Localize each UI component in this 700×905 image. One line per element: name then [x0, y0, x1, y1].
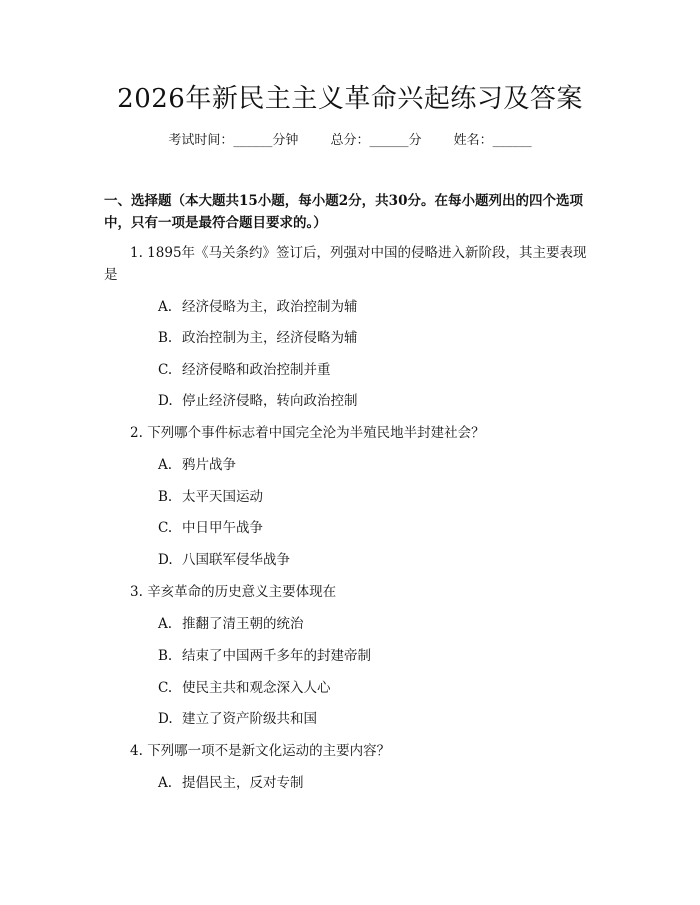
name-label: 姓名： [453, 133, 493, 148]
question-number: 4. [130, 743, 143, 759]
exam-time-label: 考试时间： [168, 133, 234, 148]
option-letter: B. [158, 330, 173, 346]
option-1b [158, 327, 598, 349]
option-text: 八国联军侵华战争 [182, 552, 290, 568]
option-letter: A. [158, 457, 173, 473]
option-text: 政治控制为主，经济侵略为辅 [182, 330, 358, 346]
question-text [104, 425, 485, 441]
question-3 [104, 581, 600, 603]
option-2b [158, 486, 598, 508]
question-number: 3. [130, 584, 143, 600]
option-letter: D. [158, 711, 173, 727]
question-text [104, 743, 390, 759]
option-text: 结束了中国两千多年的封建帝制 [182, 648, 371, 664]
section-heading: 一、选择题（本大题共15小题，每小题2分，共30分。在每小题列出的四个选项中，只有一项是最符合题目要求的。） [104, 193, 583, 231]
total-score-label: 总分： [330, 133, 370, 148]
option-letter: D. [158, 393, 173, 409]
option-2a [158, 454, 598, 476]
option-text: 中日甲午战争 [182, 520, 263, 536]
option-letter: B. [158, 648, 173, 664]
question-body: 下列哪个事件标志着中国完全沦为半殖民地半封建社会？ [147, 425, 485, 441]
option-text: 推翻了清王朝的统治 [182, 616, 304, 632]
exam-time-blank: ______ [233, 133, 273, 148]
option-letter: C. [158, 362, 173, 378]
option-text: 太平天国运动 [182, 489, 263, 505]
option-2c [158, 517, 598, 539]
name-field [454, 133, 532, 148]
question-body: 辛亥革命的历史意义主要体现在 [147, 584, 337, 600]
option-letter: D. [158, 552, 173, 568]
question-4 [104, 740, 600, 762]
total-score-unit: 分 [408, 133, 422, 148]
option-text: 经济侵略为主，政治控制为辅 [182, 299, 358, 315]
name-blank: ______ [492, 133, 532, 148]
total-score-field [330, 133, 421, 148]
option-letter: A. [158, 616, 173, 632]
exam-time-field [168, 133, 298, 148]
option-letter: C. [158, 520, 173, 536]
question-text [104, 584, 336, 600]
option-text: 使民主共和观念深入人心 [182, 680, 331, 696]
option-2d [158, 549, 598, 571]
option-text: 停止经济侵略，转向政治控制 [182, 393, 358, 409]
question-number: 2. [130, 425, 143, 441]
total-score-blank: ______ [369, 133, 409, 148]
option-letter: A. [158, 299, 173, 315]
option-letter: B. [158, 489, 173, 505]
option-3a [158, 613, 598, 635]
option-text: 鸦片战争 [182, 457, 236, 473]
page-title: 2026年新民主主义革命兴起练习及答案 [117, 84, 583, 114]
option-text: 提倡民主，反对专制 [182, 775, 304, 791]
option-letter: A. [158, 775, 173, 791]
exam-meta [0, 131, 700, 151]
exam-time-unit: 分钟 [272, 133, 299, 148]
question-body: 下列哪一项不是新文化运动的主要内容？ [147, 743, 391, 759]
question-1 [104, 242, 600, 286]
option-1c [158, 359, 598, 381]
option-text: 建立了资产阶级共和国 [182, 711, 317, 727]
question-text: 1. 1895年《马关条约》签订后，列强对中国的侵略进入新阶段，其主要表现是 [104, 245, 587, 283]
option-1a [158, 296, 598, 318]
option-3b [158, 645, 598, 667]
option-3d [158, 708, 598, 730]
option-4a [158, 772, 598, 794]
option-3c [158, 677, 598, 699]
option-letter: C. [158, 680, 173, 696]
option-1d [158, 390, 598, 412]
question-2 [104, 422, 600, 444]
option-text: 经济侵略和政治控制并重 [182, 362, 331, 378]
